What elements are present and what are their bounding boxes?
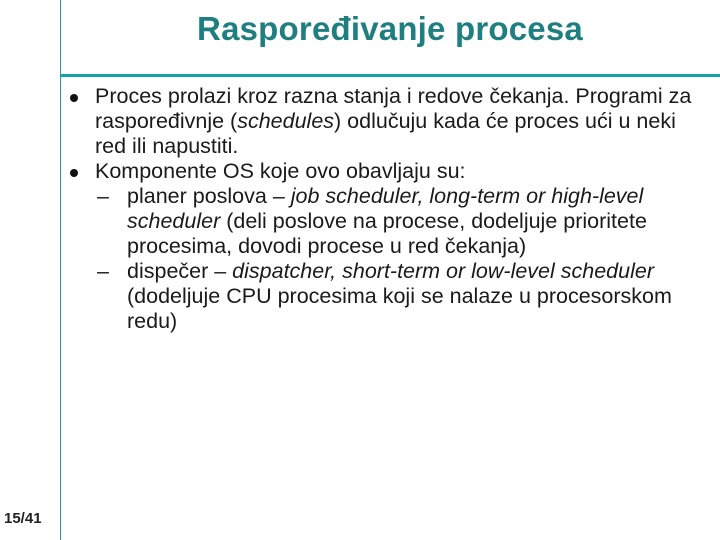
sub-bullet-item-2 (70, 259, 710, 334)
text-segment: (deli poslove na procese, dodeljuje prioritete procesima, dovodi procese u red čekanja) (127, 209, 647, 258)
italic-segment: dispatcher, short-term or low-level scheduler (232, 259, 654, 283)
sub-bullet-item-1 (70, 184, 710, 259)
bullet-icon (70, 169, 78, 177)
slide-content (70, 84, 710, 334)
page-number: 15/41 (4, 510, 42, 527)
bullet-item-2 (70, 159, 710, 184)
title-divider (60, 74, 720, 77)
left-sidebar-bar (0, 0, 61, 540)
italic-segment: job scheduler, long-term or high-level scheduler (127, 184, 644, 233)
bullet-item-1 (70, 84, 710, 159)
bullet-icon (70, 94, 78, 102)
text-segment: ) odlučuju kada će proces ući u neki red ili napustiti. (95, 109, 676, 158)
dash-bullet-icon: – (97, 259, 109, 283)
text-segment: planer poslova – (127, 184, 291, 208)
dash-bullet-icon: – (97, 184, 109, 208)
text-segment: Komponente OS koje ovo obavljaju su: (95, 159, 466, 183)
italic-segment: schedules (237, 109, 335, 133)
text-segment: dispečer – (127, 259, 233, 283)
text-segment: Proces prolazi kroz razna stanja i redove čekanja. Programi za raspoređivnje ( (95, 84, 692, 133)
slide-title: Raspoređivanje procesa (197, 10, 583, 47)
text-segment: (dodeljuje CPU procesima koji se nalaze u procesorskom redu) (127, 284, 672, 333)
